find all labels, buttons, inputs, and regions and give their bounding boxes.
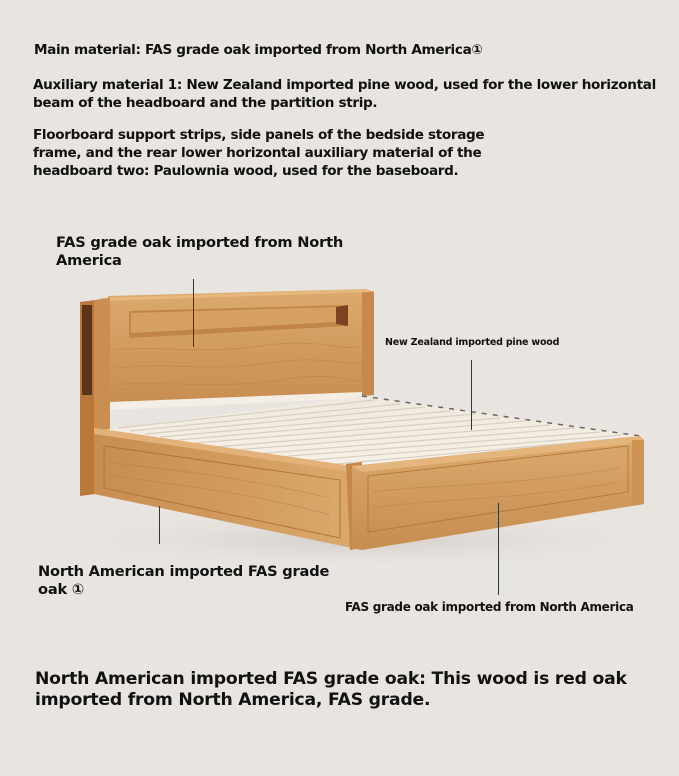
auxiliary-material-2-text: Floorboard support strips, side panels of the bedside storage frame, and the rear lower horizontal auxiliary material of the headboard two: Paulownia wood, used for the baseboard. [33, 127, 485, 179]
auxiliary-material-1-text: Auxiliary material 1: New Zealand imported pine wood, used for the lower horizontal beam of the headboard and the partition strip. [33, 77, 656, 111]
slats-leader-line [471, 360, 472, 430]
main-material-text: Main material: FAS grade oak imported from North America① [34, 42, 483, 58]
headboard-callout-label: FAS grade oak imported from North America [56, 234, 344, 269]
footboard-leader-line [498, 503, 499, 595]
footboard-callout-label: FAS grade oak imported from North America [345, 600, 634, 614]
side-rail-callout-label: North American imported FAS grade oak ① [38, 563, 330, 598]
side-rail-leader-line [159, 506, 160, 544]
slats-callout-label: New Zealand imported pine wood [385, 337, 560, 348]
oak-description-note: North American imported FAS grade oak: This wood is red oak imported from North America, FAS grade. [35, 669, 627, 710]
headboard-leader-line [193, 279, 194, 347]
